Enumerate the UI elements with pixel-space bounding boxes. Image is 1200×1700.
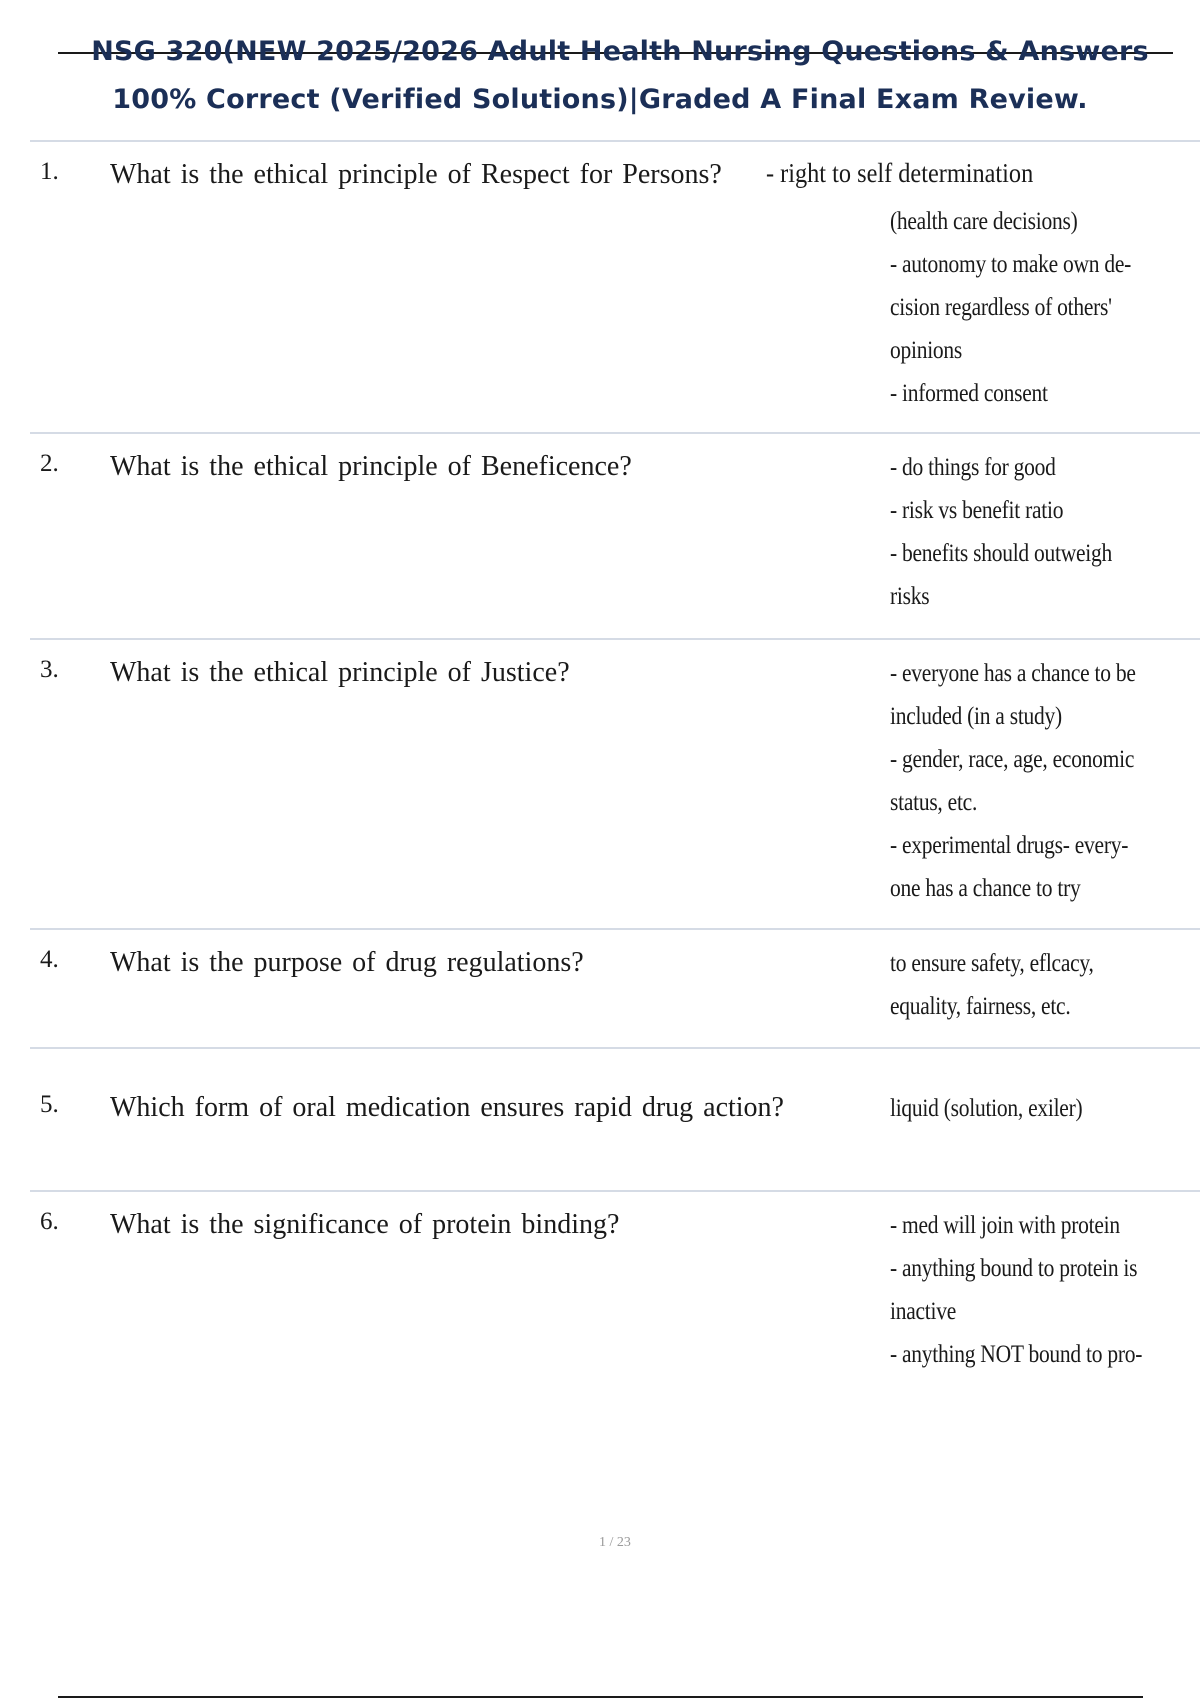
answer-line: status, etc. [890,789,978,816]
item-number: 6. [40,1208,59,1235]
footer-rule [58,1696,1143,1698]
document-title-line-1: NSG 320(NEW 2025/2026 Adult Health Nursing Questions & Answers [91,36,1149,67]
item-question: What is the ethical principle of Justice? [110,657,570,688]
answer-line: equality, fairness, etc. [890,993,1071,1020]
answer-line: liquid (solution, exiler) [890,1095,1083,1122]
item-question: What is the ethical principle of Respect for Persons? [110,159,722,190]
qa-item-1 [30,140,1200,434]
answer-line: (health care decisions) [890,208,1078,235]
item-answer-inline: - right to self determination [766,158,1034,188]
answer-line: opinions [890,337,963,364]
answer-line: - med will join with protein [890,1212,1120,1239]
document-title-line-2: 100% Correct (Verified Solutions)|Graded A Final Exam Review. [112,84,1088,115]
qa-item-2 [30,432,1200,640]
answer-line: - informed consent [890,380,1048,407]
answer-line: risks [890,583,930,610]
answer-line: inactive [890,1298,956,1325]
item-number: 4. [40,946,59,973]
item-answer [890,1204,1143,1376]
item-number: 3. [40,656,59,683]
answer-line: - autonomy to make own de- [890,251,1132,278]
answer-line: - gender, race, age, economic [890,746,1135,773]
item-question: What is the purpose of drug regulations? [110,947,584,978]
answer-line: - risk vs benefit ratio [890,497,1064,524]
answer-line: - anything bound to protein is [890,1255,1138,1282]
answer-line: included (in a study) [890,703,1062,730]
item-answer [890,1087,1139,1130]
page-number: 1 / 23 [599,1535,631,1550]
qa-item-3 [30,638,1200,930]
answer-line: - do things for good [890,454,1056,481]
item-answer [890,200,1139,415]
document-header [0,0,1200,140]
answer-line: cision regardless of others' [890,294,1112,321]
qa-item-5 [30,1047,1200,1192]
qa-item-6 [30,1190,1200,1382]
answer-line: one has a chance to try [890,875,1081,902]
item-number: 2. [40,450,59,477]
item-question: What is the ethical principle of Beneficence? [110,451,632,482]
qa-item-4 [30,928,1200,1049]
answer-line: - everyone has a chance to be [890,660,1136,687]
answer-line: - anything NOT bound to pro- [890,1341,1143,1368]
item-answer [890,652,1139,910]
item-question: What is the significance of protein binding? [110,1209,620,1240]
item-number: 1. [40,158,59,185]
item-answer [890,446,1139,618]
item-number: 5. [40,1091,59,1118]
item-question: Which form of oral medication ensures rapid drug action? [110,1092,784,1123]
answer-line: to ensure safety, eflcacy, [890,950,1094,977]
answer-line: - benefits should outweigh [890,540,1113,567]
answer-line: - experimental drugs- every- [890,832,1129,859]
item-answer [890,942,1139,1028]
